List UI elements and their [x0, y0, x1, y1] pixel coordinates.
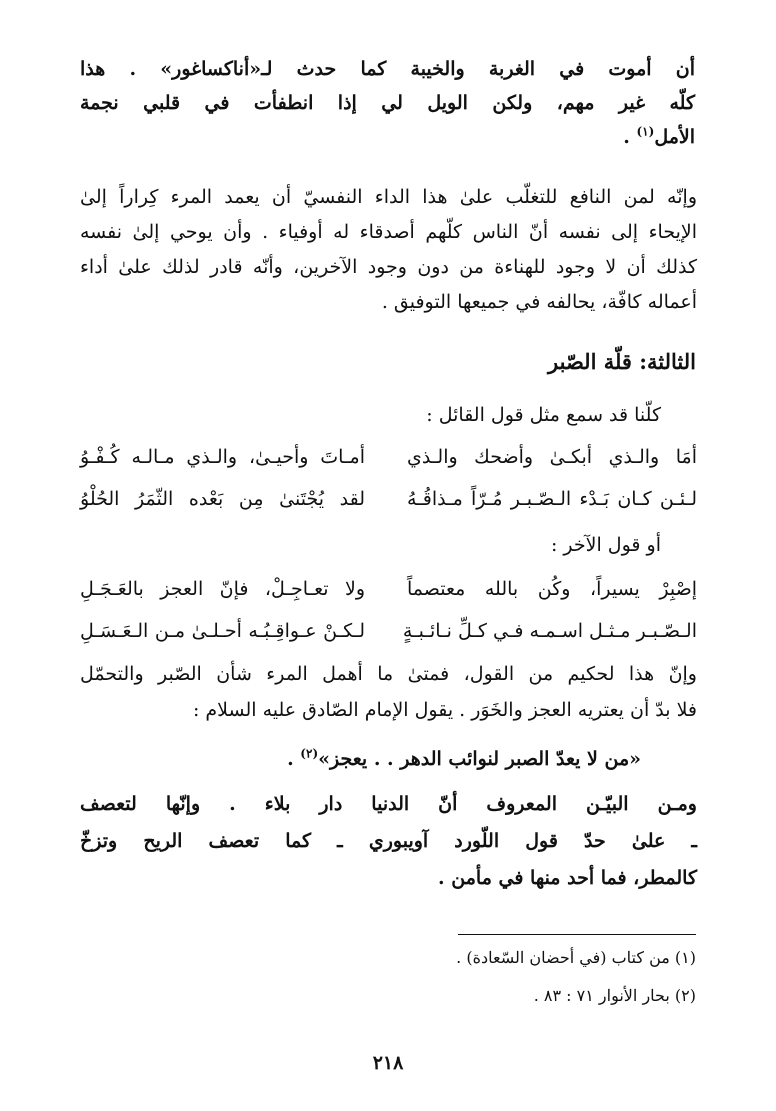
- poem-verse: [80, 614, 697, 648]
- poem-verse: [80, 572, 697, 606]
- verse-second-hemistich: ولا تعـاجِـلْ، فإنّ العجز بالعَـجَـلِ: [80, 578, 365, 600]
- paragraph-1: [80, 180, 697, 320]
- text-line: أن أموت في الغربة والخيبة كما حدث لـ«أناكساغور» . هذا: [80, 58, 695, 80]
- verse-second-hemistich: أمـاتَ وأحيـىٰ، والـذي مـالـه كُـفْـوُ: [80, 446, 365, 468]
- section-heading: الثالثة: قلّة الصّبر: [548, 349, 696, 374]
- page-number: ٢١٨: [372, 1052, 404, 1074]
- paragraph-3: [80, 786, 697, 897]
- text-line: وإنّه لمن النافع للتغلّب علىٰ هذا الداء النفسيّ أن يعمد المرء كِراراً إلىٰ: [80, 186, 697, 208]
- footnote-mark: (١): [636, 124, 655, 139]
- footnote: (١) من كتاب (في أحضان السّعادة) .: [456, 948, 696, 967]
- verse-second-hemistich: لقد يُجْتَنىٰ مِن بَعْده الثّمَرُ الحُلْوُ: [80, 488, 365, 510]
- verse-second-hemistich: لـكـنْ عـواقِـبُـه أحـلـىٰ مـن الـعَـسَـلِ: [80, 620, 365, 642]
- text-line: كذلك أن لا وجود للهناءة من دون وجود الآخرين، وأنّه قادر لذلك علىٰ أداء: [80, 256, 697, 278]
- intro-paragraph: [80, 52, 695, 154]
- paragraph-2: [80, 656, 697, 728]
- poem-intro: أو قول الآخر :: [550, 534, 661, 556]
- text-line: وإنّ هذا لحكيم من القول، فمتىٰ ما أهمل المرء شأن الصّبر والتحمّل: [80, 663, 697, 685]
- footnote-divider: [458, 934, 696, 935]
- verse-first-hemistich: إصْبِرْ يسيراً، وكُن بالله معتصماً: [407, 578, 697, 600]
- text-fragment: .: [623, 126, 637, 148]
- footnote: (٢) بحار الأنوار ٧١ : ٨٣ .: [533, 986, 696, 1005]
- hadith-quote: [287, 742, 641, 776]
- footnote-mark: (٢): [300, 746, 319, 761]
- text-line: [80, 120, 695, 154]
- text-line: الإيحاء إلى نفسه أنّ الناس كلّهم أصدقاء له أوفياء . وأن يوحي إلىٰ نفسه: [80, 221, 697, 243]
- text-line: فلا بدّ أن يعتريه العجز والخَوَر . يقول الإمام الصّادق عليه السلام :: [192, 699, 697, 721]
- poem-intro: كلّنا قد سمع مثل قول القائل :: [426, 404, 661, 426]
- text-line: كالمطر، فما أحد منها في مأمن .: [438, 867, 697, 889]
- text-line: كلّه غير مهم، ولكن الويل لي إذا انطفأت في قلبي نجمة: [80, 92, 695, 114]
- verse-first-hemistich: أمَا والـذي أبكـىٰ وأضحك والـذي: [407, 446, 697, 468]
- verse-first-hemistich: الـصّـبـر مـثـل اسـمـه فـي كـلِّ نـائـبـةٍ: [402, 620, 697, 642]
- text-line: ومـن البيّـن المعروف أنّ الدنيا دار بلاء . وإنّها لتعصف: [80, 793, 697, 815]
- poem-verse: [80, 482, 697, 516]
- text-line: أعماله كافّة، يحالفه في جميعها التوفيق .: [381, 291, 697, 313]
- quote-text: «من لا يعدّ الصبر لنوائب الدهر . . يعجز»: [318, 748, 641, 770]
- text-line: ـ علىٰ حدّ قول اللّورد آويبوري ـ كما تعصف الريح وتزخّ: [80, 830, 697, 852]
- verse-first-hemistich: لـئـن كـان بَـدْء الـصّـبـر مُـرّاً مـذاقُـهُ: [407, 488, 697, 510]
- text-fragment: .: [287, 748, 301, 770]
- text-fragment: الأمل: [654, 126, 695, 148]
- poem-verse: [80, 440, 697, 474]
